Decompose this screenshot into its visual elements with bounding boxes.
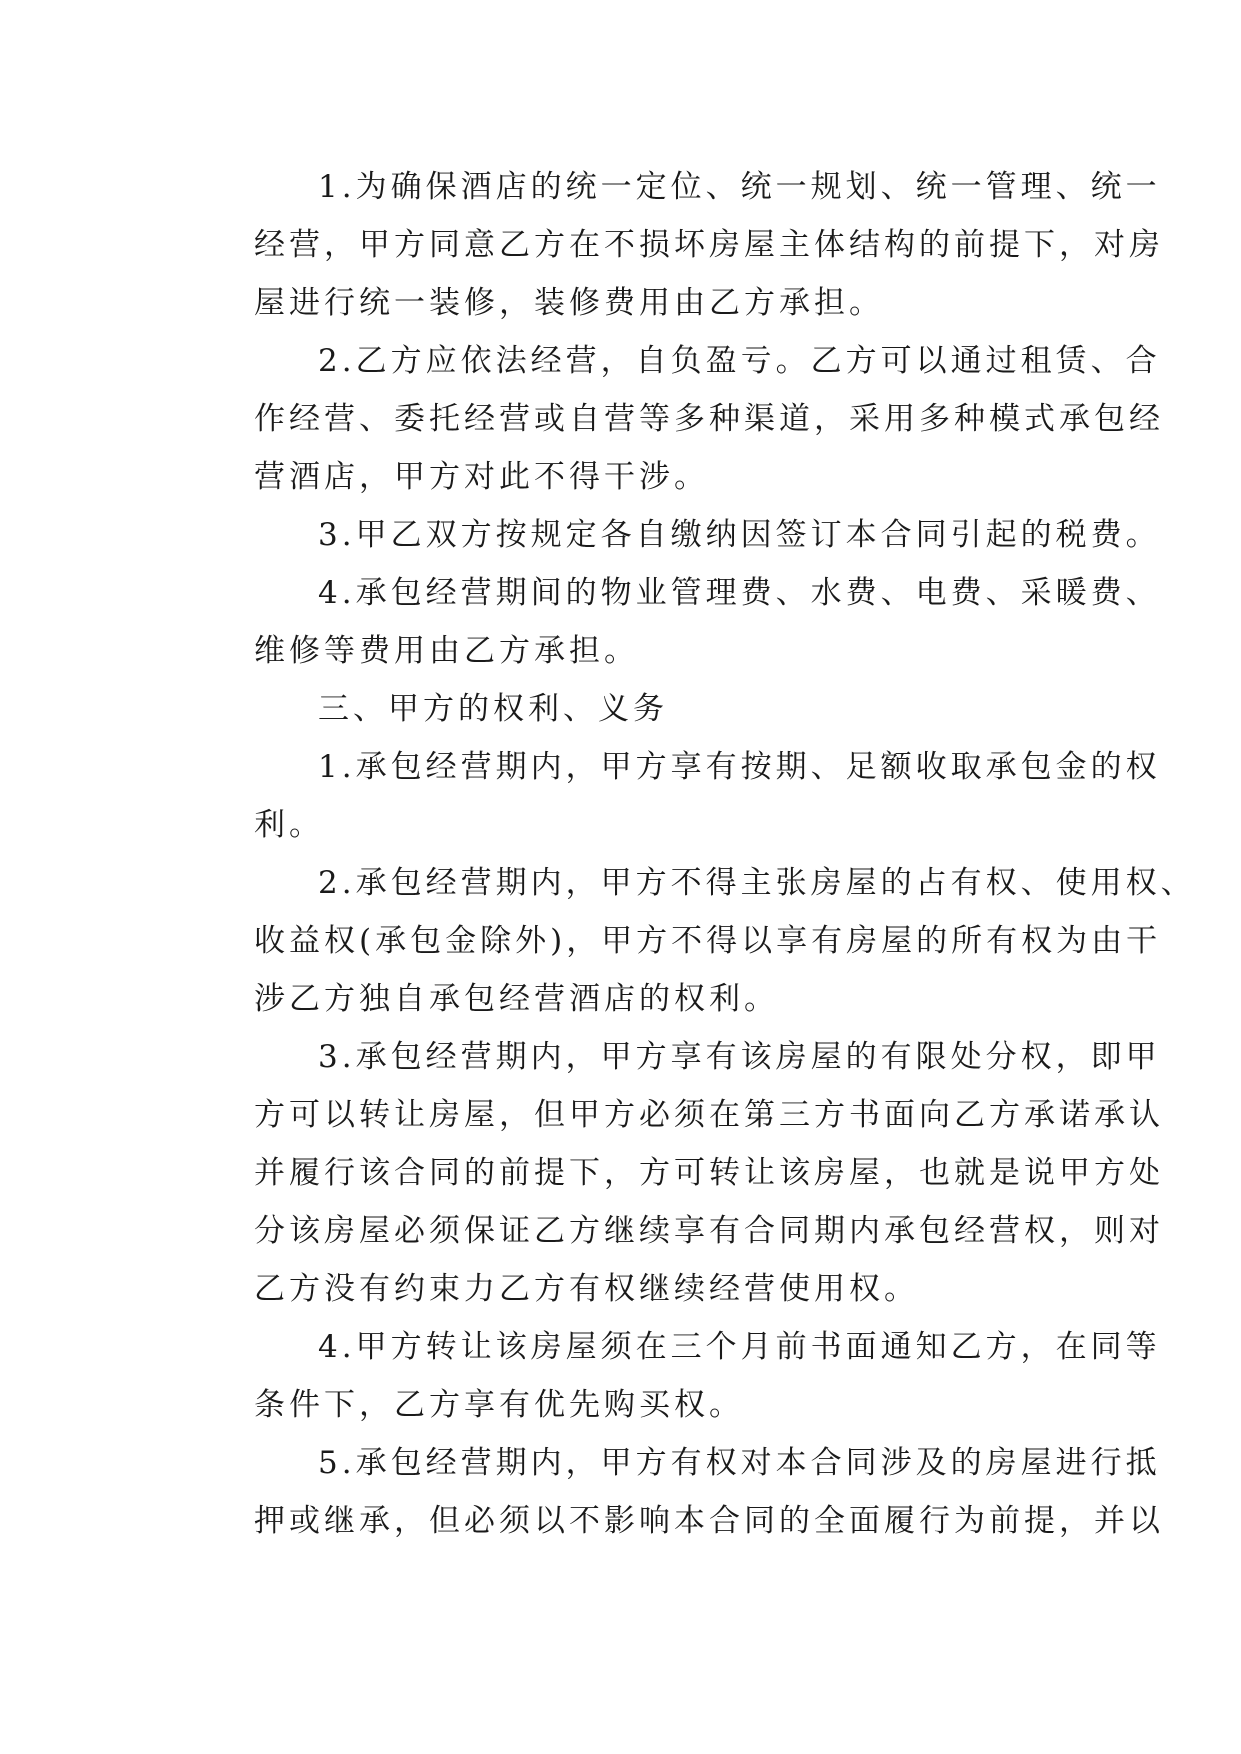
text-line: 1.承包经营期内，甲方享有按期、足额收取承包金的权 xyxy=(318,749,1161,785)
document-body xyxy=(190,158,1196,1550)
clause-paragraph xyxy=(190,1028,1164,1318)
text-line: 三、甲方的权利、义务 xyxy=(318,691,668,727)
text-line: 3.甲乙双方按规定各自缴纳因签订本合同引起的税费。 xyxy=(318,517,1161,553)
text-line: 乙方没有约束力乙方有权继续经营使用权。 xyxy=(254,1271,919,1307)
section-heading xyxy=(190,680,1060,738)
text-line: 作经营、委托经营或自营等多种渠道，采用多种模式承包经 xyxy=(254,401,1164,437)
clause-paragraph xyxy=(190,564,1161,680)
text-line: 2.乙方应依法经营，自负盈亏。乙方可以通过租赁、合 xyxy=(318,343,1161,379)
text-line: 涉乙方独自承包经营酒店的权利。 xyxy=(254,981,779,1017)
clause-paragraph xyxy=(190,854,1196,1028)
text-line: 5.承包经营期内，甲方有权对本合同涉及的房屋进行抵 xyxy=(318,1445,1161,1481)
text-line: 并履行该合同的前提下，方可转让该房屋，也就是说甲方处 xyxy=(254,1155,1164,1191)
text-line: 2.承包经营期内，甲方不得主张房屋的占有权、使用权、 xyxy=(318,865,1196,901)
text-line: 营酒店，甲方对此不得干涉。 xyxy=(254,459,709,495)
text-line: 分该房屋必须保证乙方继续享有合同期内承包经营权，则对 xyxy=(254,1213,1164,1249)
clause-paragraph xyxy=(190,506,1161,564)
text-line: 3.承包经营期内，甲方享有该房屋的有限处分权，即甲 xyxy=(318,1039,1161,1075)
clause-paragraph xyxy=(190,1318,1161,1434)
text-line: 押或继承，但必须以不影响本合同的全面履行为前提，并以 xyxy=(254,1503,1164,1539)
text-line: 利。 xyxy=(254,807,324,843)
text-line: 经营，甲方同意乙方在不损坏房屋主体结构的前提下，对房 xyxy=(254,227,1164,263)
text-line: 1.为确保酒店的统一定位、统一规划、统一管理、统一 xyxy=(318,169,1161,205)
clause-paragraph xyxy=(190,738,1161,854)
clause-paragraph xyxy=(190,158,1164,332)
text-line: 方可以转让房屋，但甲方必须在第三方书面向乙方承诺承认 xyxy=(254,1097,1164,1133)
text-line: 屋进行统一装修，装修费用由乙方承担。 xyxy=(254,285,884,321)
text-line: 维修等费用由乙方承担。 xyxy=(254,633,639,669)
text-line: 收益权(承包金除外)，甲方不得以享有房屋的所有权为由干 xyxy=(254,923,1162,959)
clause-paragraph xyxy=(190,1434,1164,1550)
text-line: 4.甲方转让该房屋须在三个月前书面通知乙方，在同等 xyxy=(318,1329,1161,1365)
clause-paragraph xyxy=(190,332,1164,506)
text-line: 条件下，乙方享有优先购买权。 xyxy=(254,1387,744,1423)
text-line: 4.承包经营期间的物业管理费、水费、电费、采暖费、 xyxy=(318,575,1161,611)
